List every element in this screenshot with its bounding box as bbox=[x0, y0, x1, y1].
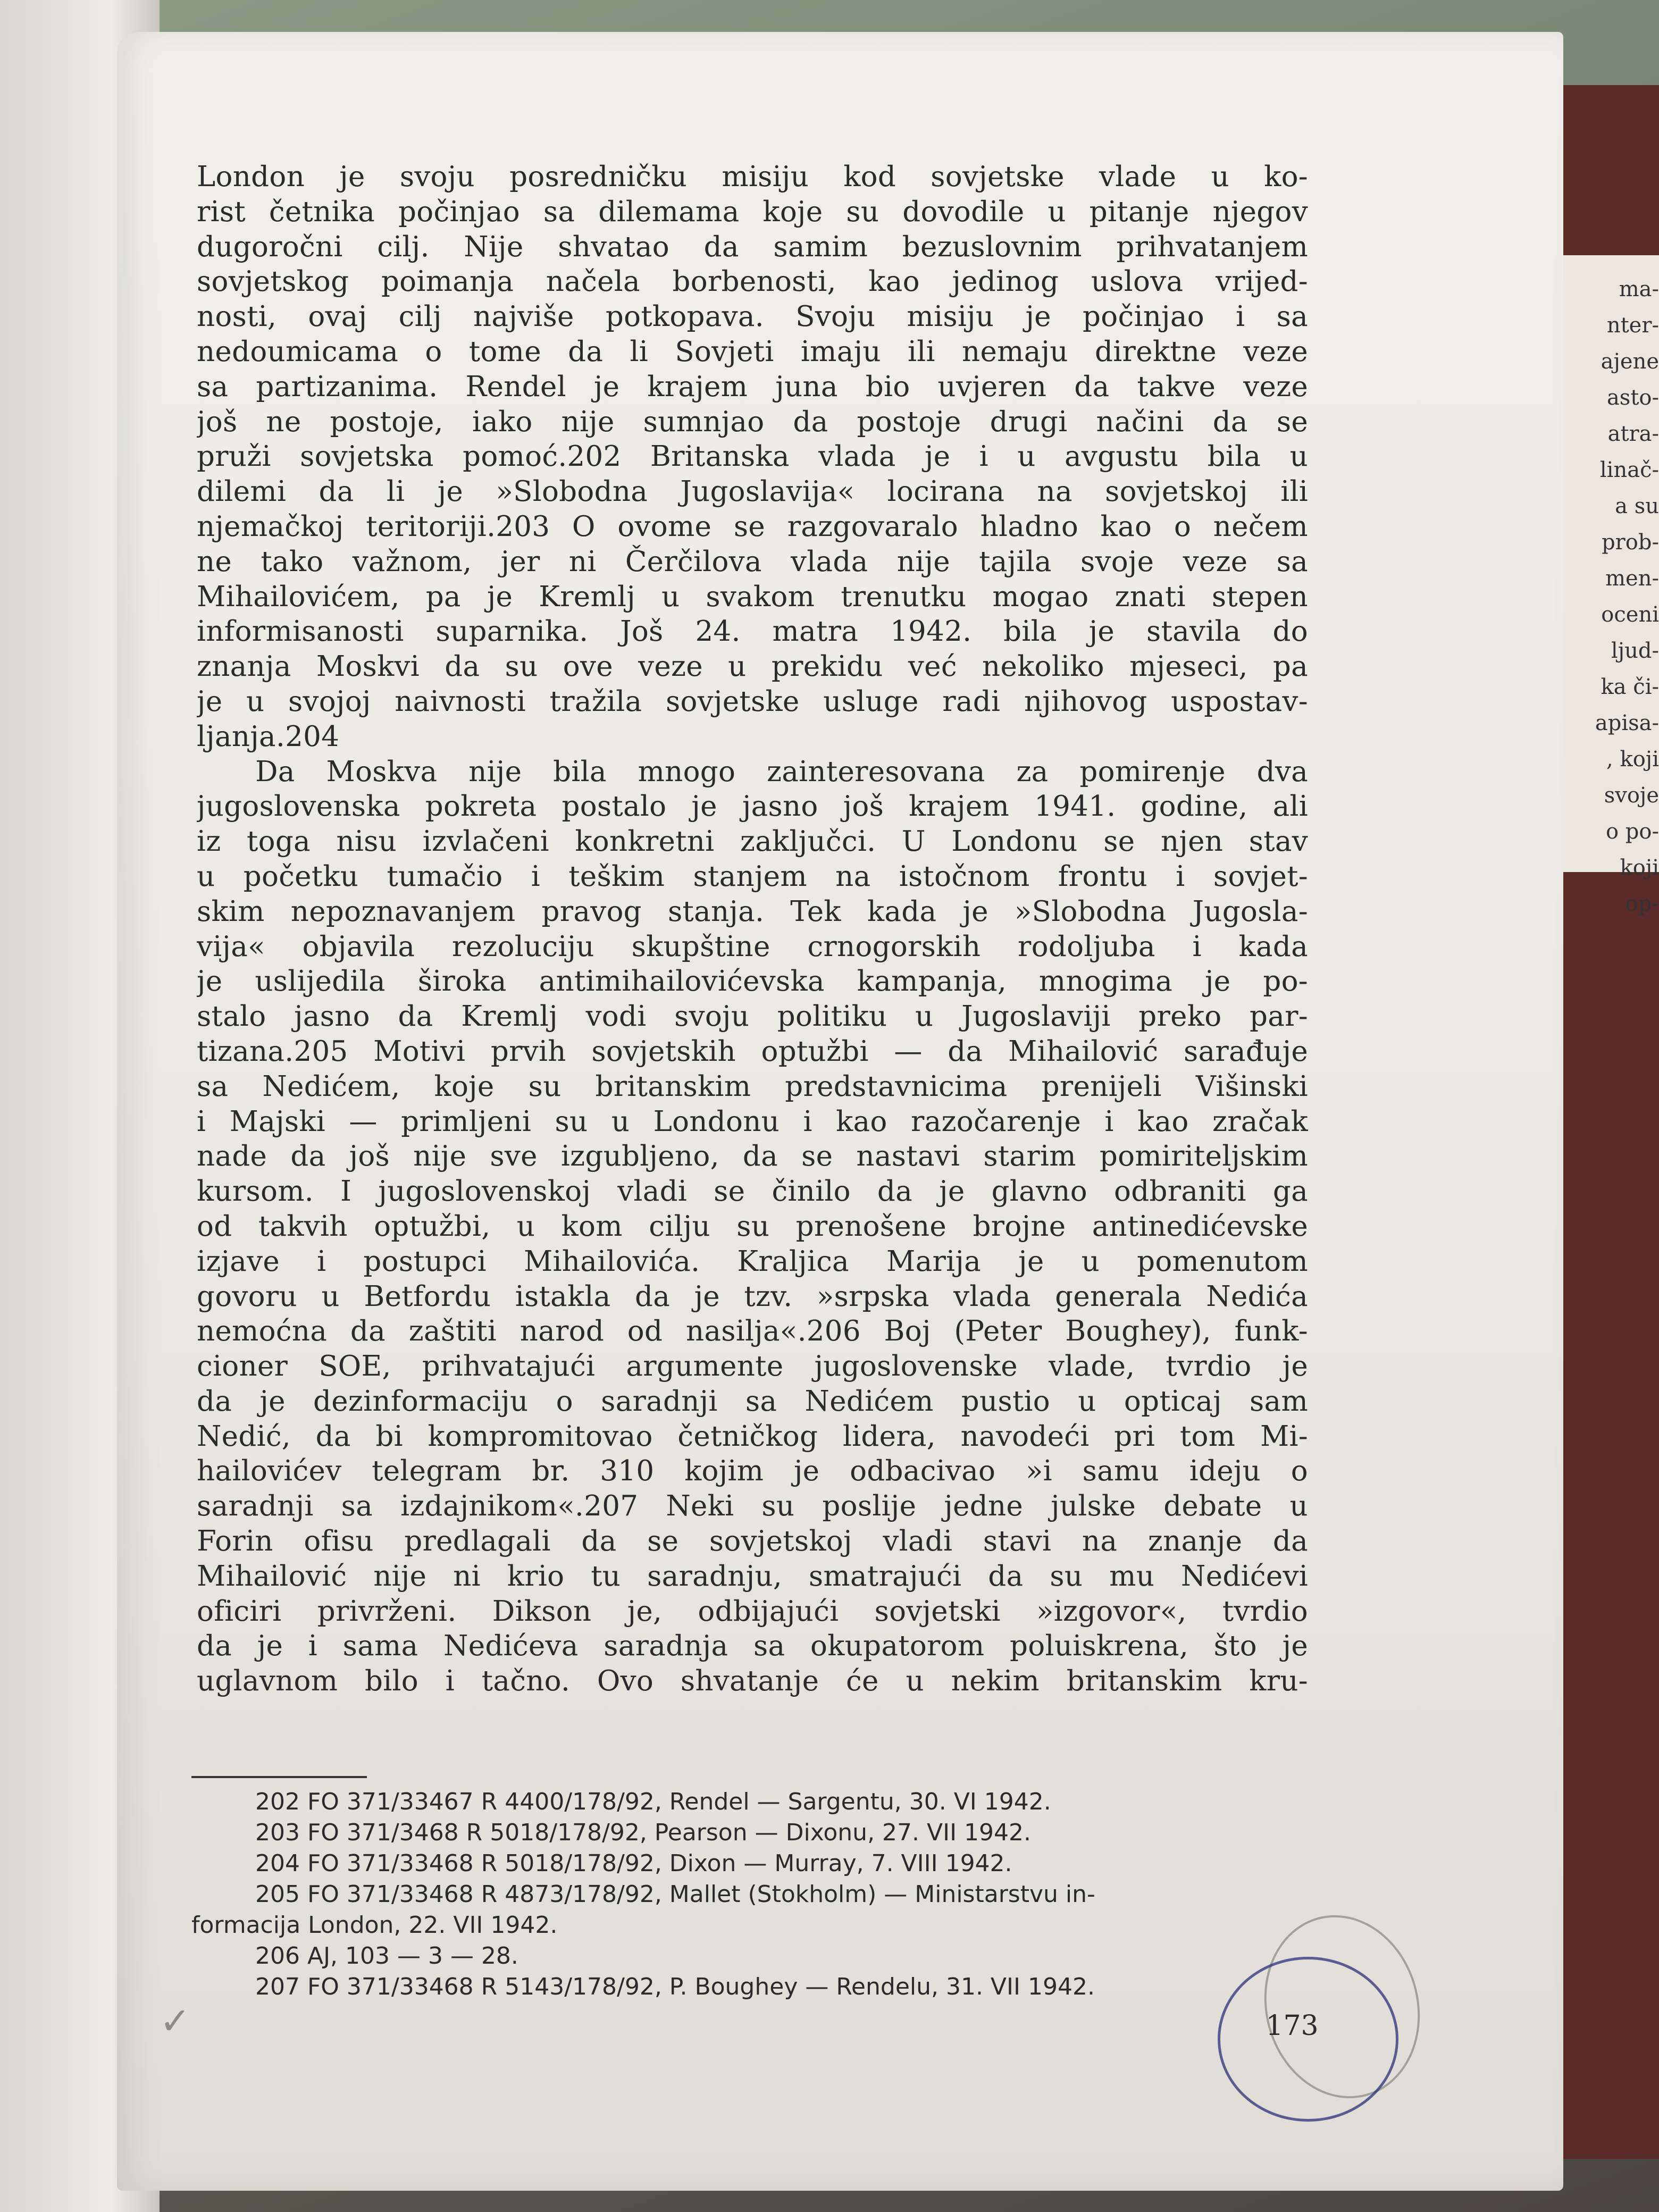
fragment: nter- bbox=[1606, 313, 1659, 338]
text-line: ljanja.204 bbox=[197, 720, 340, 753]
text-line: kursom. I jugoslovenskoj vladi se činilo da je glavno odbraniti ga bbox=[197, 1175, 1308, 1208]
fragment: prob- bbox=[1602, 530, 1659, 555]
text-line: pruži sovjetska pomoć.202 Britanska vlada je i u avgustu bila u bbox=[197, 440, 1308, 473]
footnotes bbox=[191, 1787, 1319, 2002]
text-line: je uslijedila široka antimihailovićevska kampanja, mnogima je po- bbox=[197, 965, 1308, 998]
fragment: op- bbox=[1625, 892, 1659, 916]
page-number: 173 bbox=[1266, 2010, 1319, 2042]
text-line: vija« objavila rezoluciju skupštine crnogorskih rodoljuba i kada bbox=[197, 930, 1308, 963]
text-line: Nedić, da bi kompromitovao četničkog lidera, navodeći pri tom Mi- bbox=[197, 1420, 1308, 1453]
text-line: još ne postoje, iako nije sumnjao da postoje drugi načini da se bbox=[197, 405, 1308, 438]
fragment: oceni bbox=[1601, 602, 1659, 627]
text-line: i Majski — primljeni su u Londonu i kao razočarenje i kao zračak bbox=[197, 1105, 1308, 1138]
text-line: oficiri privrženi. Dikson je, odbijajući sovjetski »izgovor«, tvrdio bbox=[197, 1595, 1308, 1628]
text-line: govoru u Betfordu istakla da je tzv. »srpska vlada generala Nedića bbox=[197, 1280, 1308, 1313]
footnote: 202 FO 371/33467 R 4400/178/92, Rendel — Sargentu, 30. VI 1942. bbox=[255, 1788, 1051, 1815]
right-page-fragments bbox=[1553, 271, 1659, 922]
fragment: koji bbox=[1620, 856, 1659, 880]
text-line: nedoumicama o tome da li Sovjeti imaju ili nemaju direktne veze bbox=[197, 335, 1308, 368]
fragment: asto- bbox=[1606, 386, 1659, 410]
fragment: apisa- bbox=[1595, 711, 1659, 735]
text-line: nosti, ovaj cilj najviše potkopava. Svoju misiju je počinjao i sa bbox=[197, 300, 1308, 333]
fragment: atra- bbox=[1607, 422, 1659, 446]
text-line: nemoćna da zaštiti narod od nasilja«.206 Boj (Peter Boughey), funk- bbox=[197, 1315, 1308, 1348]
text-line: da je i sama Nedićeva saradnja sa okupatorom poluiskrena, što je bbox=[197, 1630, 1308, 1663]
pencil-mark-icon: ✓ bbox=[160, 1999, 191, 2043]
text-line: jugoslovenska pokreta postalo je jasno još krajem 1941. godine, ali bbox=[197, 790, 1308, 823]
footnote: 205 FO 371/33468 R 4873/178/92, Mallet (Stokholm) — Ministarstvu in- bbox=[255, 1881, 1095, 1908]
footnote: 203 FO 371/3468 R 5018/178/92, Pearson — Dixonu, 27. VII 1942. bbox=[255, 1819, 1032, 1846]
fragment: ma- bbox=[1619, 277, 1659, 301]
text-line: tizana.205 Motivi prvih sovjetskih optužbi — da Mihailović sarađuje bbox=[197, 1035, 1308, 1068]
fragment: svoje bbox=[1604, 783, 1659, 808]
fragment: , koji bbox=[1606, 747, 1659, 772]
text-line: iz toga nisu izvlačeni konkretni zaključci. U Londonu se njen stav bbox=[197, 825, 1308, 858]
text-line: od takvih optužbi, u kom cilju su prenošene brojne antinedićevske bbox=[197, 1210, 1308, 1243]
fragment: o po- bbox=[1606, 819, 1659, 844]
text-line: dilemi da li je »Slobodna Jugoslavija« locirana na sovjetskoj ili bbox=[197, 475, 1308, 508]
text-line: njemačkoj teritoriji.203 O ovome se razgovaralo hladno kao o nečem bbox=[197, 510, 1308, 543]
text-line: Mihailović nije ni krio tu saradnju, smatrajući da su mu Nedićevi bbox=[197, 1560, 1308, 1593]
text-line: skim nepoznavanjem pravog stanja. Tek kada je »Slobodna Jugosla- bbox=[197, 895, 1308, 928]
text-line: sa Nedićem, koje su britanskim predstavnicima prenijeli Višinski bbox=[197, 1070, 1308, 1103]
text-line: da je dezinformaciju o saradnji sa Nedićem pustio u opticaj sam bbox=[197, 1385, 1308, 1418]
text-line: Da Moskva nije bila mnogo zainteresovana za pomirenje dva bbox=[255, 755, 1308, 788]
text-line: London je svoju posredničku misiju kod sovjetske vlade u ko- bbox=[197, 161, 1308, 193]
text-line: izjave i postupci Mihailovića. Kraljica Marija je u pomenutom bbox=[197, 1245, 1308, 1278]
footnote: formacija London, 22. VII 1942. bbox=[191, 1912, 558, 1939]
text-line: sa partizanima. Rendel je krajem juna bio uvjeren da takve veze bbox=[197, 370, 1308, 403]
fragment: ljud- bbox=[1611, 639, 1659, 663]
text-line: je u svojoj naivnosti tražila sovjetske usluge radi njihovog uspostav- bbox=[197, 685, 1308, 718]
text-line: dugoročni cilj. Nije shvatao da samim bezuslovnim prihvatanjem bbox=[197, 230, 1308, 263]
text-line: ne tako važnom, jer ni Čerčilova vlada nije tajila svoje veze sa bbox=[197, 545, 1308, 578]
text-line: saradnji sa izdajnikom«.207 Neki su poslije jedne julske debate u bbox=[197, 1490, 1308, 1523]
text-line: uglavnom bilo i tačno. Ovo shvatanje će u nekim britanskim kru- bbox=[197, 1665, 1308, 1698]
fragment: linač- bbox=[1599, 458, 1659, 482]
fragment: a su bbox=[1615, 494, 1659, 518]
fragment: ajene bbox=[1601, 349, 1659, 374]
body-text bbox=[197, 160, 1308, 1699]
text-line: informisanosti suparnika. Još 24. matra 1942. bila je stavila do bbox=[197, 615, 1308, 648]
footnote: 206 AJ, 103 — 3 — 28. bbox=[255, 1942, 518, 1970]
footnote: 207 FO 371/33468 R 5143/178/92, P. Boughey — Rendelu, 31. VII 1942. bbox=[255, 1973, 1095, 2000]
footnote: 204 FO 371/33468 R 5018/178/92, Dixon — Murray, 7. VIII 1942. bbox=[255, 1850, 1012, 1877]
fragment: men- bbox=[1605, 566, 1659, 591]
footnote-divider bbox=[191, 1776, 367, 1778]
text-line: rist četnika počinjao sa dilemama koje su dovodile u pitanje njegov bbox=[197, 195, 1308, 228]
text-line: sovjetskog poimanja načela borbenosti, kao jedinog uslova vrijed- bbox=[197, 265, 1308, 298]
text-line: stalo jasno da Kremlj vodi svoju politiku u Jugoslaviji preko par- bbox=[197, 1000, 1308, 1033]
text-line: Mihailovićem, pa je Kremlj u svakom trenutku mogao znati stepen bbox=[197, 580, 1308, 613]
text-line: cioner SOE, prihvatajući argumente jugoslovenske vlade, tvrdio je bbox=[197, 1350, 1308, 1383]
text-line: znanja Moskvi da su ove veze u prekidu već nekoliko mjeseci, pa bbox=[197, 650, 1308, 683]
text-line: hailovićev telegram br. 310 kojim je odbacivao »i samu ideju o bbox=[197, 1455, 1308, 1488]
fragment: ka či- bbox=[1601, 675, 1659, 699]
text-line: Forin ofisu predlagali da se sovjetskoj vladi stavi na znanje da bbox=[197, 1525, 1308, 1558]
text-line: nade da još nije sve izgubljeno, da se nastavi starim pomiriteljskim bbox=[197, 1140, 1308, 1173]
text-line: u početku tumačio i teškim stanjem na istočnom frontu i sovjet- bbox=[197, 860, 1308, 893]
